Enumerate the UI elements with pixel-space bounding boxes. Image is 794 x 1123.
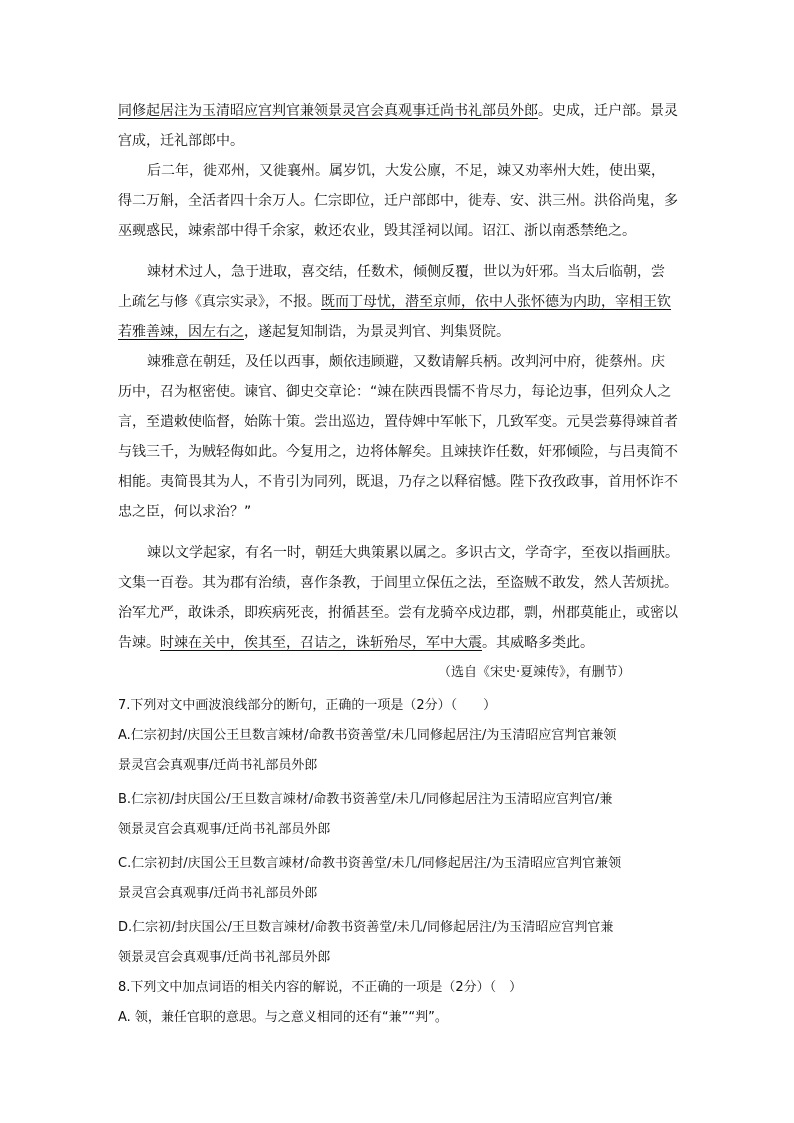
- question-8-stem: 8.下列文中加点词语的相关内容的解说，不正确的一项是（2分）（ ）: [118, 980, 523, 995]
- passage-line: 后二年，徙邓州，又徙襄州。属岁饥，大发公廪，不足，竦又劝率州大姓，使出粟，: [147, 163, 665, 179]
- q7-option-d: D.仁宗初/封庆国公/王旦数言竦材/命教书资善堂/未几/同修起居注/为玉清昭应宫判官兼: [118, 920, 614, 935]
- q7-option-c: C.仁宗初封/庆国公王旦数言竦材/命教书资善堂/未几/同修起居注/为玉清昭应宫判官兼领: [118, 856, 622, 871]
- underlined-sentence: 时竦在关中，俟其至，召诘之，诛斩殆尽，军中大震: [160, 635, 482, 651]
- passage-line: 宫成，迁礼部郎中。: [118, 133, 244, 149]
- passage-line: 相能。夷简畏其为人，不肯引为同列，既退，乃存之以释宿憾。陛下孜孜政事，首用怀诈不: [118, 474, 678, 490]
- passage-line: 告竦。时竦在关中，俟其至，召诘之，诛斩殆尽，军中大震。其威略多类此。: [118, 635, 594, 651]
- passage-line: 巫觋惑民，竦索部中得千余家，敕还农业，毁其淫祠以闻。诏江、浙以南悉禁绝之。: [118, 223, 636, 239]
- underlined-sentence: 若雅善竦，因左右之: [118, 324, 244, 340]
- q8-option-a: A. 领，兼任官职的意思。与之意义相同的还有“兼”“判”。: [118, 1010, 448, 1025]
- passage-line: 竦雅意在朝廷，及任以西事，颇依违顾避，又数请解兵柄。改判河中府，徙蔡州。庆: [147, 354, 665, 370]
- passage-line: 治军尤严，敢诛杀，即疾病死丧，拊循甚至。尝有龙骑卒戍边郡，剽，州郡莫能止，或密以: [118, 605, 678, 621]
- passage-line: 竦以文学起家，有名一时，朝廷大典策累以属之。多识古文，学奇字，至夜以指画肤。: [147, 545, 679, 561]
- passage-line: 忠之臣，何以求治？”: [118, 504, 252, 520]
- q7-option-b-cont: 领景灵宫会真观事/迁尚书礼部员外郎: [118, 822, 331, 837]
- passage-line: 言，至遣敕使临督，始陈十策。尝出巡边，置侍婢中军帐下，几致军变。元昊尝募得竦首者: [118, 414, 678, 430]
- underlined-sentence: 既而丁母忧，潜至京师，依中人张怀德为内助，宰相王钦: [321, 294, 671, 310]
- question-7-stem: 7.下列对文中画波浪线部分的断句，正确的一项是（2分）（ ）: [118, 698, 497, 713]
- passage-line: 上疏乞与修《真宗实录》，不报。既而丁母忧，潜至京师，依中人张怀德为内助，宰相王钦: [118, 294, 671, 310]
- passage-line: 文集一百卷。其为郡有治绩，喜作条教，于闾里立保伍之法，至盗贼不敢发，然人苦烦扰。: [118, 575, 678, 591]
- q7-option-a-cont: 景灵宫会真观事/迁尚书礼部员外郎: [118, 758, 318, 773]
- q7-option-c-cont: 景灵宫会真观事/迁尚书礼部员外郎: [118, 886, 318, 901]
- passage-line: 竦材术过人，急于进取，喜交结，任数术，倾侧反覆，世以为奸邪。当太后临朝，尝: [147, 264, 665, 280]
- passage-line: 得二万斛，全活者四十余万人。仁宗即位，迁户部郎中，徙寿、安、洪三州。洪俗尚鬼，多: [118, 193, 678, 209]
- source-citation: （选自《宋史·夏竦传》，有删节）: [438, 665, 631, 680]
- q7-option-a: A.仁宗初封/庆国公王旦数言竦材/命教书资善堂/未几同修起居注/为玉清昭应宫判官兼领: [118, 728, 617, 743]
- wavy-underlined-text: 同修起居注为玉清昭应宫判官兼领景灵宫会真观事迁尚书礼部员外郎: [118, 103, 538, 119]
- passage-line: 与钱三千，为贼轻侮如此。今复用之，边将体解矣。且竦挟诈任数，奸邪倾险，与吕夷简不: [118, 444, 678, 460]
- passage-line: 历中，召为枢密使。谏官、御史交章论：“竦在陕西畏懦不肯尽力，每论边事，但列众人之: [118, 384, 672, 400]
- q7-option-b: B.仁宗初/封庆国公/王旦数言竦材/命教书资善堂/未几/同修起居注为玉清昭应宫判官/兼: [118, 792, 613, 807]
- passage-line: 同修起居注为玉清昭应宫判官兼领景灵宫会真观事迁尚书礼部员外郎。史成，迁户部。景灵: [118, 103, 678, 119]
- q7-option-d-cont: 领景灵宫会真观事/迁尚书礼部员外郎: [118, 950, 331, 965]
- passage-line: 若雅善竦，因左右之，遂起复知制诰，为景灵判官、判集贤院。: [118, 324, 510, 340]
